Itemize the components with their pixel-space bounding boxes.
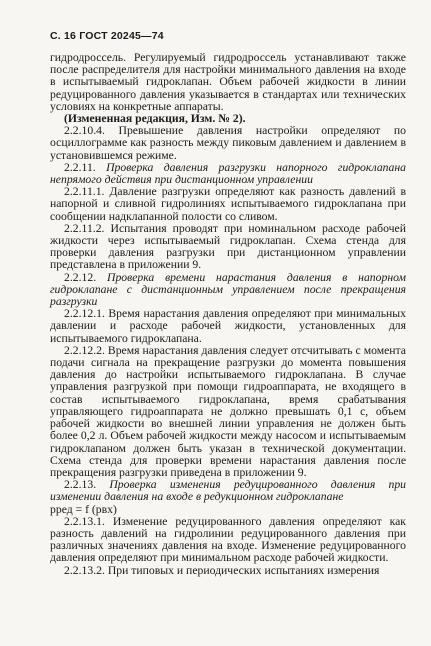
- amendment-note: (Измененная редакция, Изм. № 2).: [64, 112, 246, 126]
- section-heading: [50, 272, 406, 309]
- paragraph: 2.2.11.2. Испытания проводят при номинальном расходе рабочей жидкости через испытываемый гидроклапан. Схема стенда для проверки давления разгрузки при дистанционном управлении представлена в приложении 9.: [50, 221, 406, 272]
- section-number: 2.2.12.: [64, 270, 97, 284]
- section-heading: [50, 162, 406, 186]
- formula: pред = f (pвх): [50, 502, 117, 516]
- paragraph: 2.2.13.1. Изменение редуцированного давления определяют как разность давлений на гидролинии редуцированного давления при различных значениях давления на входе. Изменение редуцированного давления определяют при минимальном расходе рабочей жидкости.: [50, 514, 406, 565]
- paragraph: 2.2.10.4. Превышение давления настройки определяют по осциллограмме как разность между пиковым давлением и давлением в установившемся режиме.: [50, 124, 406, 162]
- section-number: 2.2.11.: [64, 160, 96, 174]
- section-number: 2.2.13.: [64, 478, 97, 492]
- section-title: Проверка изменения редуцированного давления при изменении давления на входе в редукционном гидроклапане: [50, 478, 407, 504]
- paragraph: 2.2.13.2. При типовых и периодических испытаниях измерения: [64, 563, 380, 577]
- paragraph: 2.2.12.2. Время нарастания давления следует отсчитывать с момента подачи сигнала на прекращение разгрузки до момента повышения давления до настройки испытываемого гидроклапана. В случае управления разгрузкой при помощи гидроаппарата, не входящего в состав испытываемого гидроклапана, время срабатывания управляющего гидроаппарата не должно превышать 0,1 с, объем рабочей жидкости во внешней линии управления не должен быть более 0,2 л. Объем рабочей жидкости между насосом и испытываемым гидроклапаном должен быть указан в технической документации. Схема стенда для проверки времени нарастания давления после прекращения разгрузки приведена в приложении 9.: [50, 343, 406, 479]
- paragraph: 2.2.12.1. Время нарастания давления определяют при минимальных давлении и расходе рабочей жидкости, установленных для испытываемого гидроклапана.: [50, 307, 406, 345]
- section-title: Проверка давления разгрузки напорного гидроклапана непрямого действия при дистанционном управлении: [50, 160, 407, 187]
- paragraph: гидродроссель. Регулируемый гидродроссель устанавливают также после распределителя для настройки минимального давления на входе в испытываемый гидроклапан. Объем рабочей жидкости в линии редуцированного давления указывается в стандартах или технических условиях на конкретные аппараты.: [50, 51, 406, 113]
- paragraph: 2.2.11.1. Давление разгрузки определяют как разность давлений в напорной и сливной гидролиниях испытываемого гидроклапана при сообщении надклапанной полости со сливом.: [50, 185, 406, 223]
- document-body: [50, 52, 406, 577]
- section-heading: [50, 479, 406, 503]
- page-header: С. 16 ГОСТ 20245—74: [50, 30, 164, 42]
- section-title: Проверка времени нарастания давления в напорном гидроклапане с дистанционным управлением после прекращения разгрузки: [50, 270, 406, 309]
